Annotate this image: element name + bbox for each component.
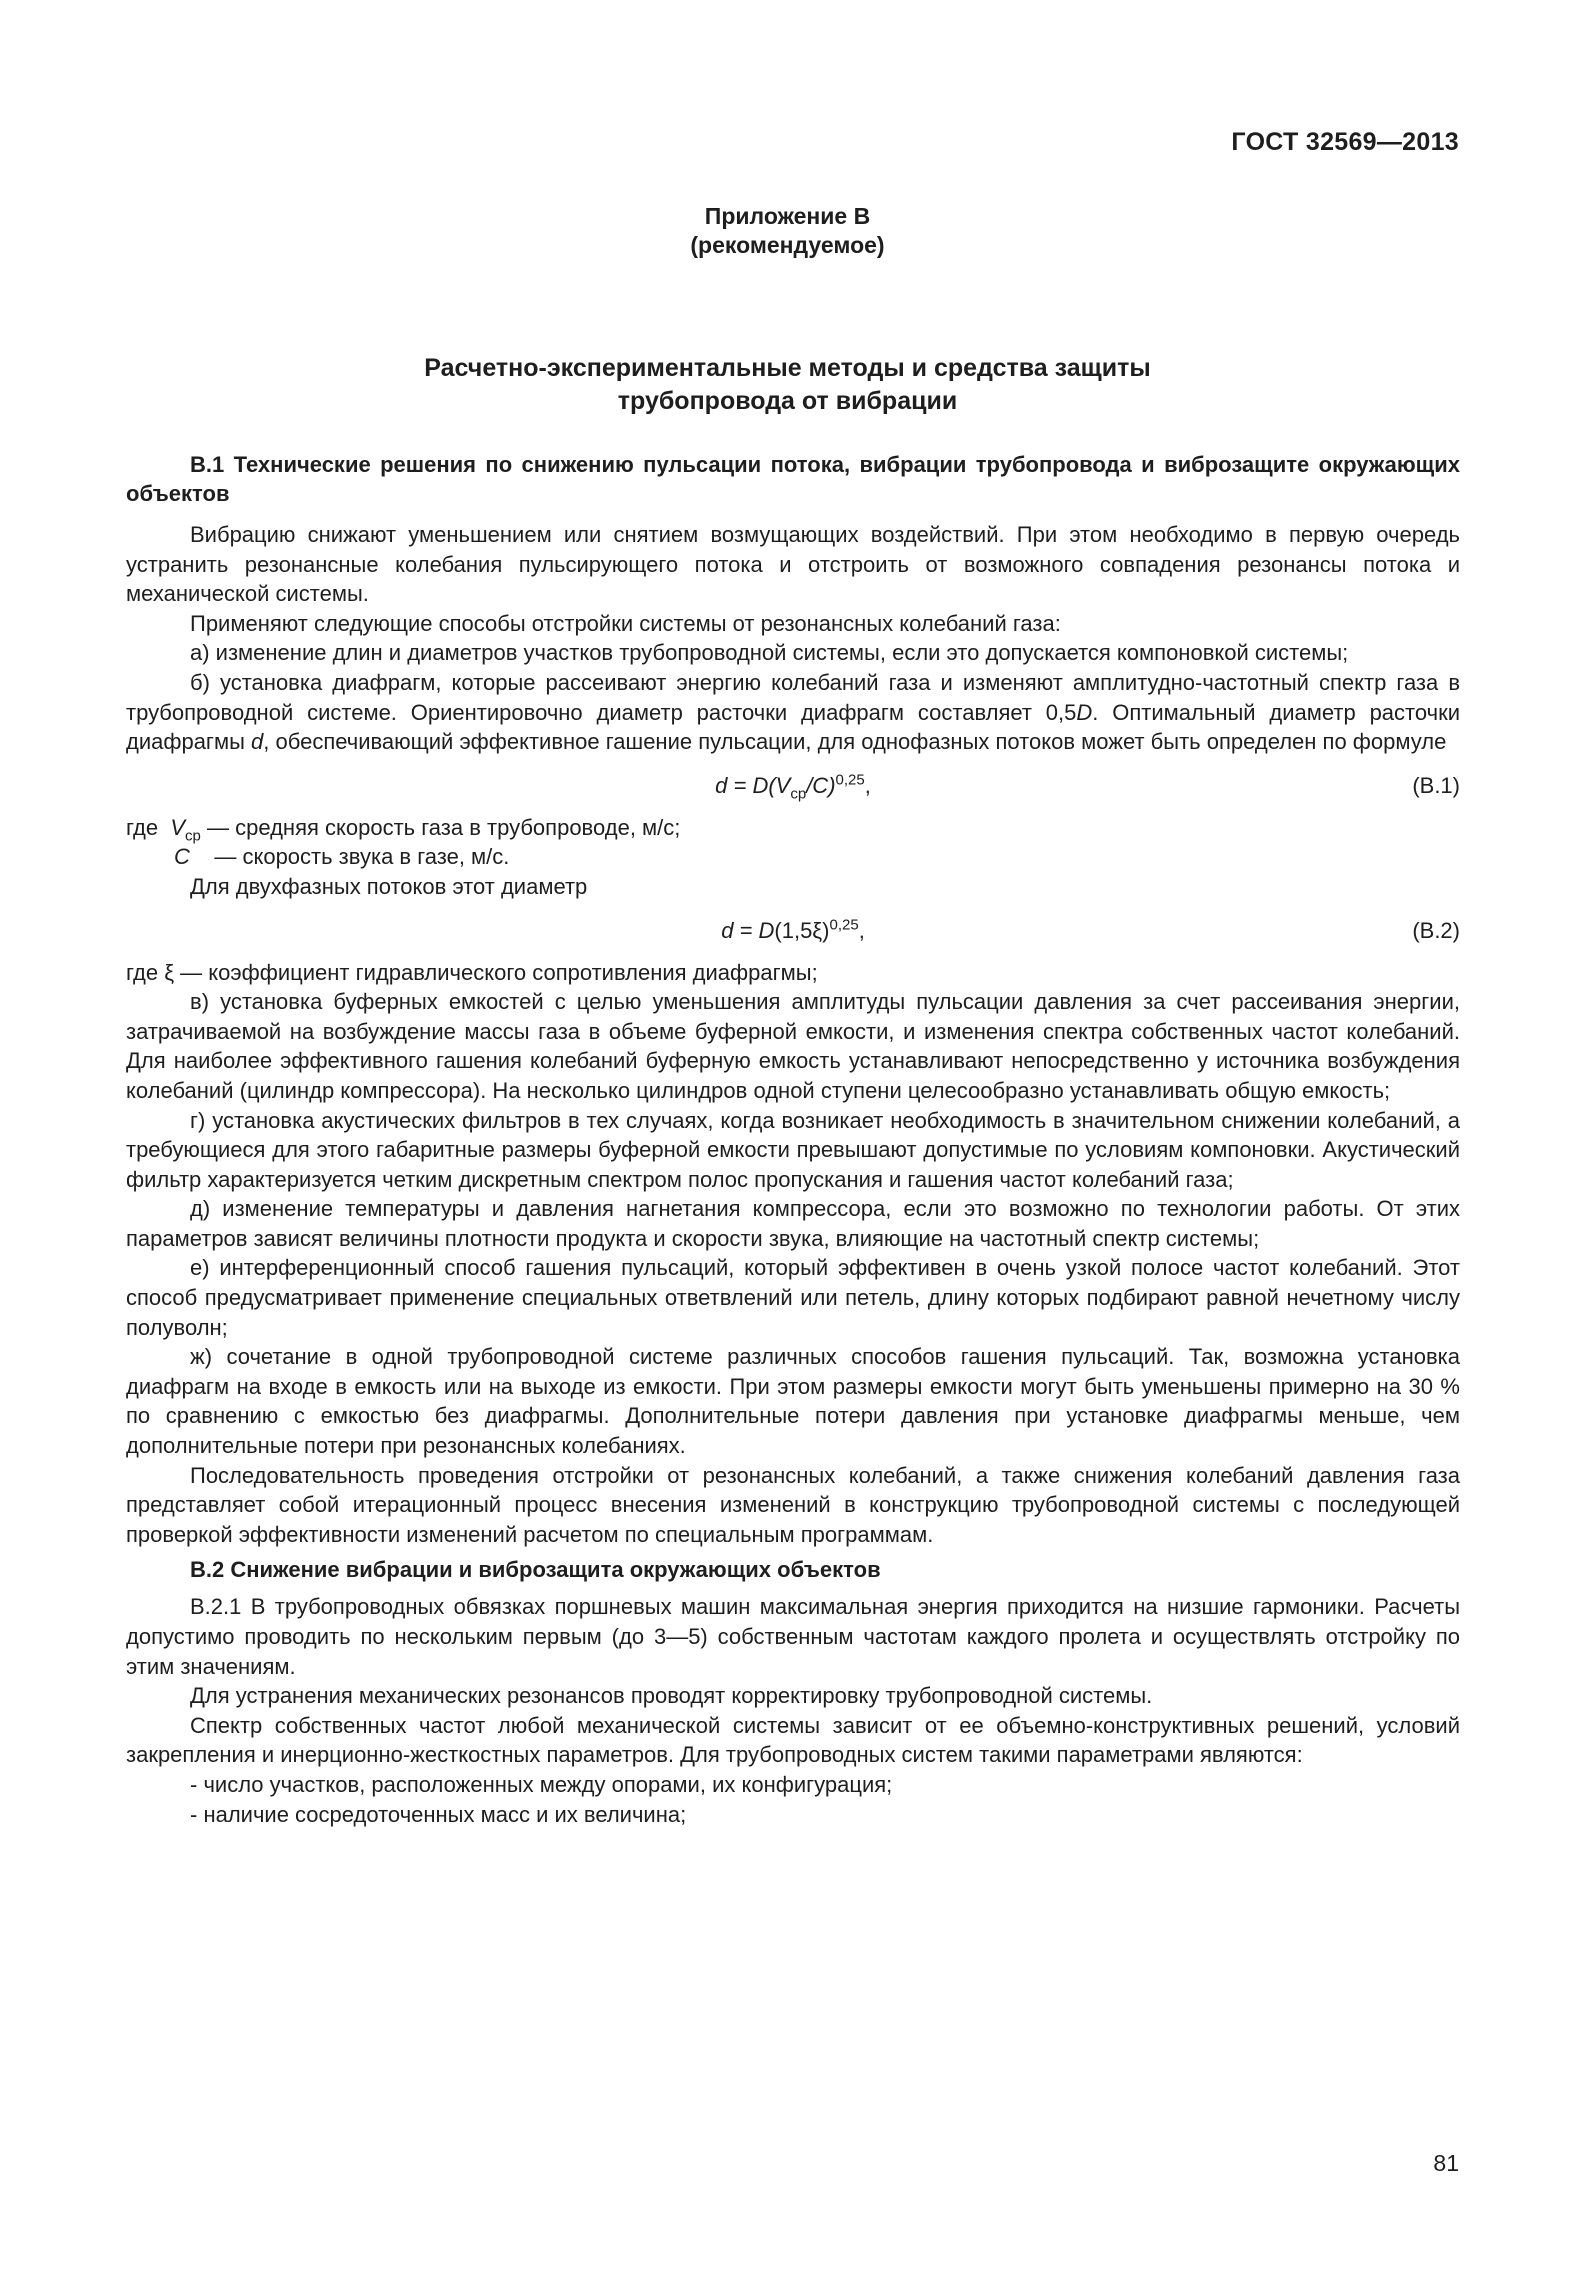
formula-b1: $d = D(V_{ср}/C)^{0,25}$, (В.1) — [715, 771, 1460, 803]
where-vcp: где $V_{ср}$ — средняя скорость газа в трубопроводе, м/с; — [126, 814, 681, 845]
formula-number: (В.1) — [1412, 772, 1460, 798]
paragraph: Последовательность проведения отстройки от резонансных колебаний, а также снижения колебаний давления газа представляет собой итерационный процесс внесения изменений в конструкцию трубопроводной системы с последующей проверкой эффективности изменений расчетом по специальным программам. — [126, 1462, 1460, 1547]
list-item-b: б) установка диафрагм, которые рассеивают энергию колебаний газа и изменяют амплитудно-частотный спектр газа в трубопроводной системе. Ориентировочно диаметр расточки диафрагм составляет 0,5D. Оптимальный диаметр расточки диафрагмы d, обеспечивающий эффективное гашение пульсации, для однофазных потоков может быть определен по формуле — [126, 669, 1461, 755]
list-item-g: г) установка акустических фильтров в тех случаях, когда возникает необходимость в значительном снижении колебаний, а требующиеся для этого габаритные размеры буферной емкости превышают допустимые по условиям компоновки. Акустический фильтр характеризуется четким дискретным спектром полос пропускания и гашения частот колебаний газа; — [126, 1107, 1460, 1192]
where-c: C — скорость звука в газе, м/с. — [174, 844, 510, 870]
list-item-a: а) изменение длин и диаметров участков трубопроводной системы, если это допускается компоновкой системы; — [190, 640, 1349, 666]
appendix-title — [0, 352, 1575, 418]
list-item-d: д) изменение температуры и давления нагнетания компрессора, если это возможно по технологии работы. От этих параметров зависят величины плотности продукта и скорости звука, влияющие на частотный спектр системы; — [126, 1196, 1460, 1251]
list-item-zh: ж) сочетание в одной трубопроводной системе различных способов гашения пульсаций. Так, возможна установка диафрагм на входе в емкость или на выходе из емкости. При этом размеры емкости могут быть уменьшены примерно на 30 % по сравнению с емкостью без диафрагмы. Дополнительные потери давления при установке диафрагмы меньше, чем дополнительные потери при резонансных колебаниях. — [126, 1344, 1460, 1459]
section-b1-heading: В.1 Технические решения по снижению пульсации потока, вибрации трубопровода и виброзащите окружающих объектов — [126, 452, 1460, 506]
appendix-label: Приложение В — [704, 203, 871, 229]
paragraph: Вибрацию снижают уменьшением или снятием возмущающих воздействий. При этом необходимо в первую очередь устранить резонансные колебания пульсирующего потока и отстроить от возможного совпадения резонансы потока и механической системы. — [126, 522, 1460, 607]
formula-b2: $d = D(1,5\xi)^{0,25}$, (В.2) — [126, 902, 1460, 958]
list-item-e: е) интерференционный способ гашения пульсаций, который эффективен в очень узкой полосе частот колебаний. Этот способ предусматривает применение специальных ответвлений или петель, длину которых подбирают равной нечетному числу полуволн; — [126, 1255, 1460, 1340]
section-b2-heading: В.2 Снижение вибрации и виброзащита окружающих объектов — [190, 1557, 881, 1583]
formula-number: (В.2) — [1412, 917, 1460, 943]
list-item: - наличие сосредоточенных масс и их величина; — [190, 1801, 687, 1827]
document-body — [126, 450, 1460, 1829]
paragraph: Применяют следующие способы отстройки системы от резонансных колебаний газа: — [190, 610, 1061, 636]
list-item-v: в) установка буферных емкостей с целью уменьшения амплитуды пульсации давления за счет рассеивания энергии, затрачиваемой на возбуждение массы газа в объеме буферной емкости, и изменения спектра собственных частот колебаний. Для наиболее эффективного гашения колебаний буферную емкость устанавливают непосредственно у источника возбуждения колебаний (цилиндр компрессора). На несколько цилиндров одной ступени целесообразно устанавливать общую емкость; — [126, 989, 1460, 1103]
paragraph: Для двухфазных потоков этот диаметр — [190, 873, 588, 899]
title-line-1: Расчетно-экспериментальные методы и средства защиты — [424, 354, 1151, 382]
page-number: 81 — [1433, 2150, 1459, 2176]
appendix-heading — [0, 202, 1575, 260]
standard-number: ГОСТ 32569—2013 — [1231, 128, 1459, 156]
appendix-status: (рекомендуемое) — [690, 232, 885, 258]
paragraph: В.2.1 В трубопроводных обвязках поршневых машин максимальная энергия приходится на низшие гармоники. Расчеты допустимо проводить по нескольким первым (до 3—5) собственным частотам каждого пролета и осуществлять отстройку по этим значениям. — [126, 1594, 1460, 1679]
list-item: - число участков, расположенных между опорами, их конфигурация; — [190, 1771, 893, 1797]
where-xi: где ξ — коэффициент гидравлического сопротивления диафрагмы; — [126, 959, 818, 985]
title-line-2: трубопровода от вибрации — [617, 387, 958, 415]
paragraph: Для устранения механических резонансов проводят корректировку трубопроводной системы. — [190, 1683, 1153, 1709]
paragraph: Спектр собственных частот любой механической системы зависит от ее объемно-конструктивных решений, условий закрепления и инерционно-жесткостных параметров. Для трубопроводных систем такими параметрами являются: — [126, 1712, 1460, 1768]
